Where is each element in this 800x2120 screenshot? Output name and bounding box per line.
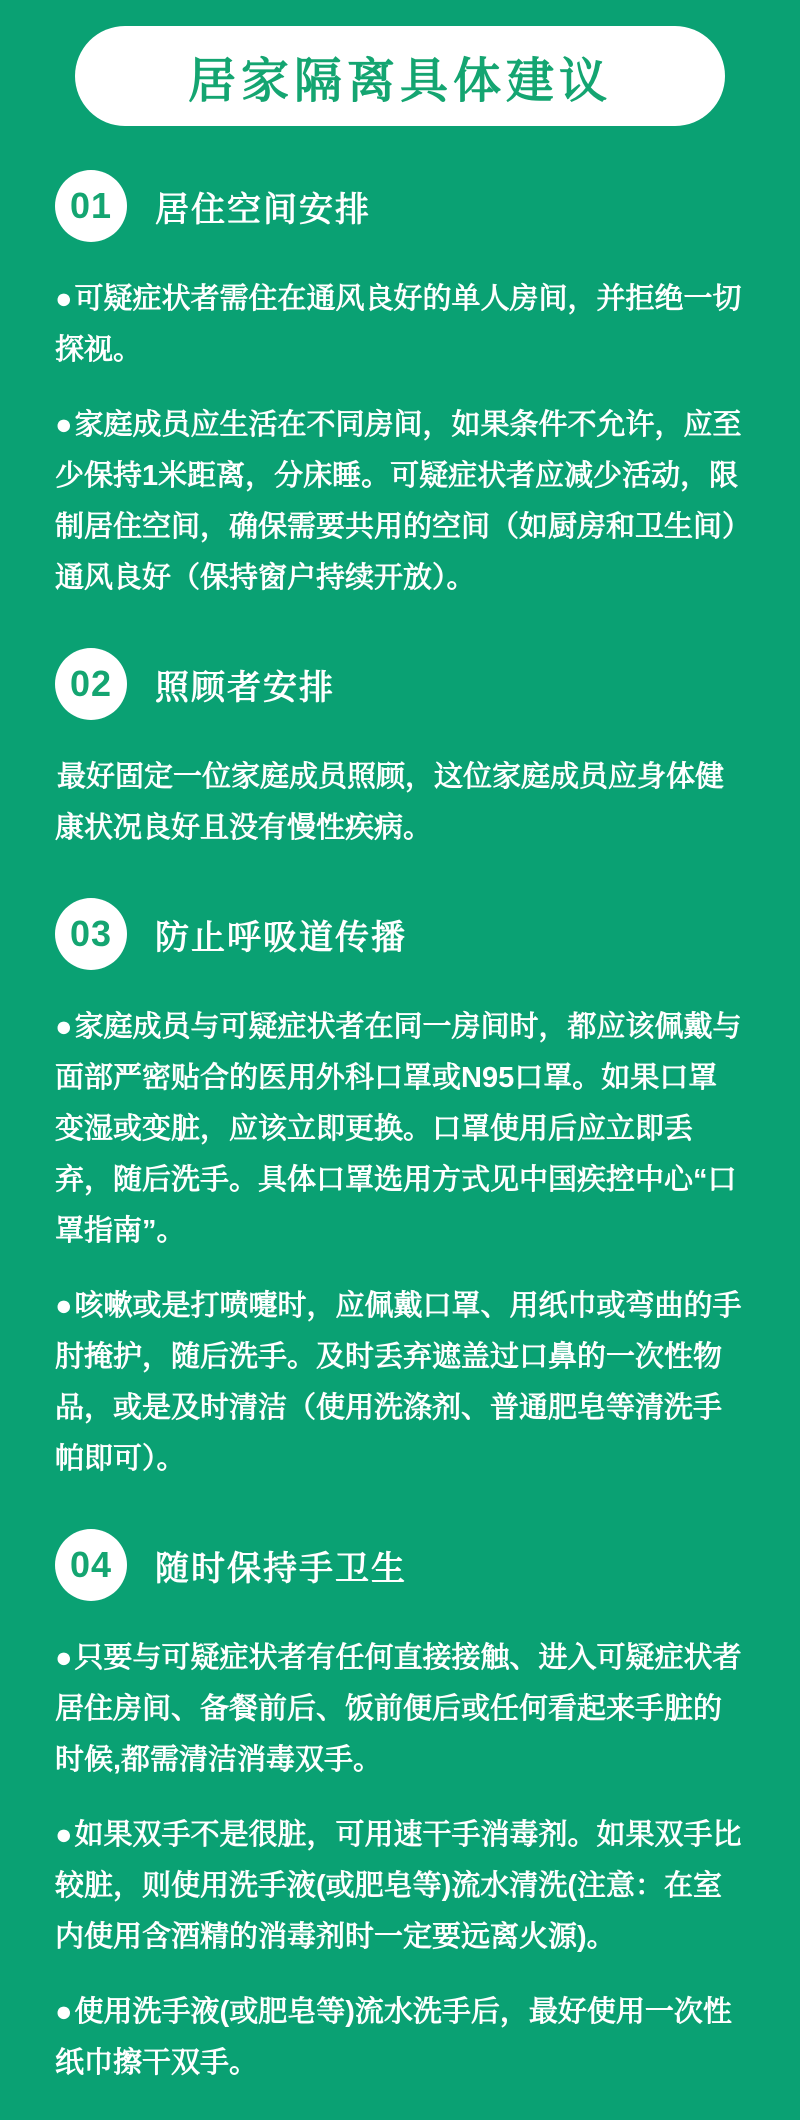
section-number-badge bbox=[55, 648, 127, 720]
section-header bbox=[55, 1529, 745, 1601]
section-title: 随时保持手卫生 bbox=[155, 1549, 407, 1588]
paragraph-text: 家庭成员与可疑症状者在同一房间时，都应该佩戴与面部严密贴合的医用外科口罩或N95口罩。如果口罩变湿或变脏，应该立即更换。口罩使用后应立即丢弃，随后洗手。具体口罩选用方式见中国疾控中心“口罩指南”。 bbox=[55, 1011, 742, 1247]
section-number: 02 bbox=[69, 663, 113, 704]
paragraph-text: 最好固定一位家庭成员照顾，这位家庭成员应身体健康状况良好且没有慢性疾病。 bbox=[55, 761, 725, 844]
bullet-dot-icon: ● bbox=[55, 1290, 73, 1322]
section-title: 防止呼吸道传播 bbox=[155, 918, 407, 957]
section-title: 居住空间安排 bbox=[155, 190, 371, 229]
section-hand-hygiene bbox=[55, 1529, 745, 2089]
bullet-dot-icon: ● bbox=[55, 1996, 73, 2028]
section-number-badge bbox=[55, 1529, 127, 1601]
paragraph bbox=[55, 1002, 745, 1257]
section-header bbox=[55, 898, 745, 970]
bullet-dot-icon: ● bbox=[55, 409, 73, 441]
paragraph-text: 只要与可疑症状者有任何直接接触、进入可疑症状者居住房间、备餐前后、饭前便后或任何看起来手脏的时候,都需清洁消毒双手。 bbox=[55, 1642, 742, 1776]
page-background bbox=[0, 26, 800, 2120]
section-number: 03 bbox=[69, 913, 113, 954]
section-number-badge bbox=[55, 170, 127, 242]
section-header bbox=[55, 648, 745, 720]
section-number-badge bbox=[55, 898, 127, 970]
paragraph-text: 使用洗手液(或肥皂等)流水洗手后，最好使用一次性纸巾擦干双手。 bbox=[55, 1996, 732, 2079]
section-number: 04 bbox=[69, 1544, 113, 1585]
section-caregiver bbox=[55, 648, 745, 854]
paragraph bbox=[55, 1987, 745, 2089]
section-header bbox=[55, 170, 745, 242]
paragraph bbox=[55, 274, 745, 376]
bullet-dot-icon: ● bbox=[55, 283, 73, 315]
paragraph bbox=[55, 1281, 745, 1485]
paragraph-text: 可疑症状者需住在通风良好的单人房间，并拒绝一切探视。 bbox=[55, 283, 742, 366]
bullet-dot-icon: ● bbox=[55, 1642, 73, 1674]
header-banner bbox=[75, 26, 725, 126]
bullet-dot-icon: ● bbox=[55, 1819, 73, 1851]
page-title: 居家隔离具体建议 bbox=[187, 54, 612, 108]
paragraph-text: 如果双手不是很脏，可用速干手消毒剂。如果双手比较脏，则使用洗手液(或肥皂等)流水清洗(注意：在室内使用含酒精的消毒剂时一定要远离火源)。 bbox=[55, 1819, 742, 1953]
bullet-dot-icon: ● bbox=[55, 1011, 73, 1043]
section-respiratory-prevention bbox=[55, 898, 745, 1485]
paragraph bbox=[55, 400, 745, 604]
paragraph-text: 咳嗽或是打喷嚏时，应佩戴口罩、用纸巾或弯曲的手肘掩护，随后洗手。及时丢弃遮盖过口鼻的一次性物品，或是及时清洁（使用洗涤剂、普通肥皂等清洗手帕即可）。 bbox=[55, 1290, 742, 1475]
paragraph bbox=[55, 1633, 745, 1786]
paragraph bbox=[55, 752, 745, 854]
section-living-space bbox=[55, 170, 745, 604]
section-number: 01 bbox=[69, 185, 113, 226]
paragraph-text: 家庭成员应生活在不同房间，如果条件不允许，应至少保持1米距离，分床睡。可疑症状者应减少活动，限制居住空间，确保需要共用的空间（如厨房和卫生间）通风良好（保持窗户持续开放）。 bbox=[55, 409, 742, 594]
paragraph bbox=[55, 1810, 745, 1963]
section-title: 照顾者安排 bbox=[155, 668, 335, 707]
content-area bbox=[0, 170, 800, 2089]
